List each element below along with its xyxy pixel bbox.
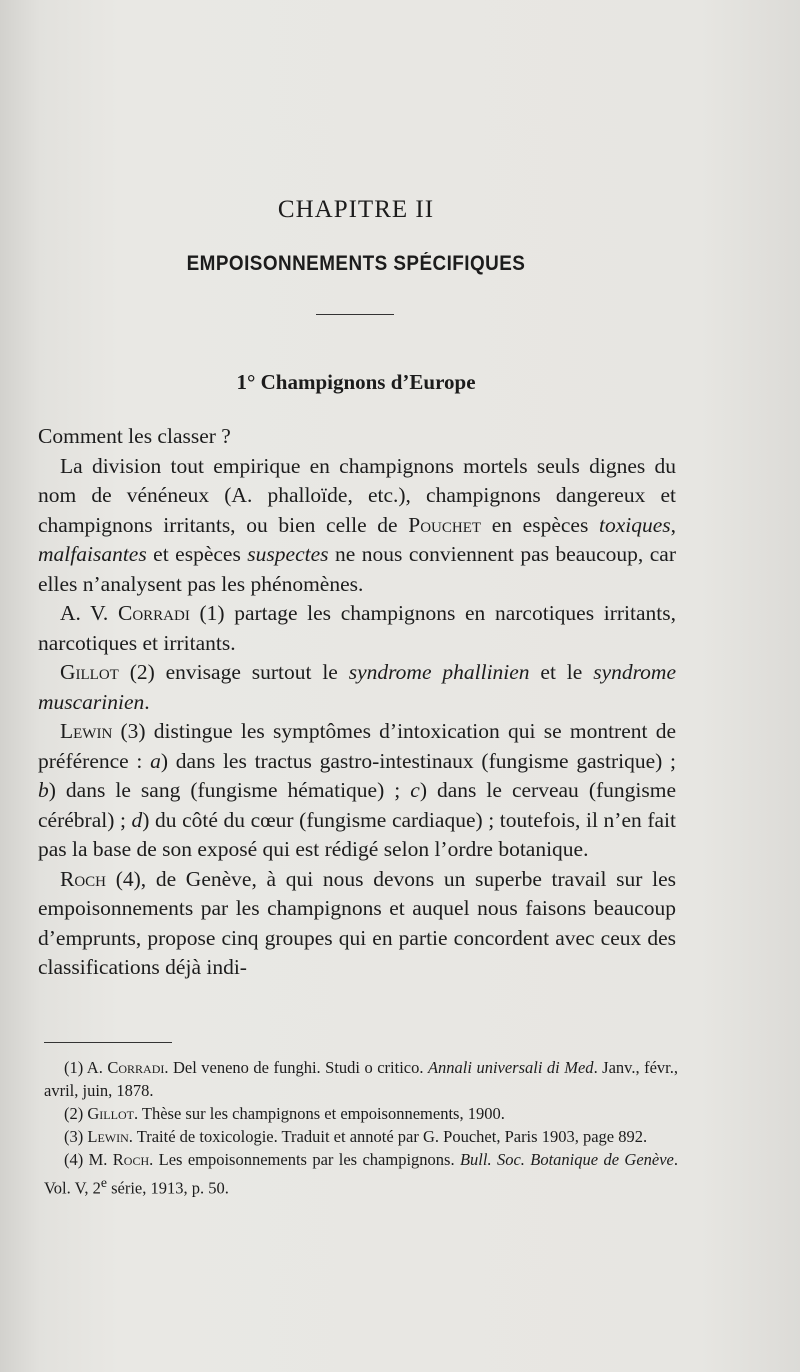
text-span: (2) <box>64 1104 88 1123</box>
author-name: Corradi <box>117 601 190 625</box>
text-span: . Thèse sur les champignons et empoisonnements, 1900. <box>133 1104 505 1123</box>
author-name: Gillot <box>60 660 119 684</box>
italic-term: b <box>38 778 49 802</box>
italic-term: suspectes <box>247 542 329 566</box>
footnote-divider <box>44 1042 172 1043</box>
text-span: (4) M. <box>64 1150 113 1169</box>
text-span: et espèces <box>146 542 248 566</box>
author-name: Roch <box>112 1150 150 1169</box>
footnotes <box>44 1056 678 1200</box>
title-divider <box>316 314 394 315</box>
footnote-1 <box>44 1056 678 1102</box>
paragraph-2 <box>38 452 676 600</box>
text-span: ) dans les tractus gastro-intestinaux (fungisme gastrique) ; <box>160 748 676 773</box>
text-span: (3) distingue les symptômes d’intoxication qui se montrent de préférence : <box>38 719 676 773</box>
footnote-3 <box>44 1125 678 1148</box>
italic-term: Bull. Soc. Botanique de Genève <box>459 1150 674 1169</box>
text-span: (1) A. <box>64 1058 108 1077</box>
author-name: Pouchet <box>408 512 482 537</box>
paragraph-4 <box>38 658 676 717</box>
subsection-title: 1° Champignons d’Europe <box>236 370 476 394</box>
text-span: ) du côté du cœur (fungisme cardiaque) ; toutefois, il n’en fait pas la base de son exposé qui est rédigé selon l’ordre botanique. <box>38 807 676 861</box>
paragraph-1: Comment les classer ? <box>38 424 231 448</box>
italic-term: malfaisantes <box>38 542 147 566</box>
text-span: . Les empoisonnements par les champignons. <box>149 1150 460 1169</box>
text-span: A. V. <box>60 601 118 625</box>
footnote-2 <box>44 1102 678 1125</box>
text-span: . Del veneno de funghi. Studi o critico. <box>164 1058 428 1077</box>
italic-term: a <box>150 748 161 773</box>
text-span: ne nous conviennent pas beaucoup, car elles n’analysent pas les phénomènes. <box>38 542 676 596</box>
author-name: Gillot <box>87 1104 134 1123</box>
footnote-4 <box>44 1148 678 1200</box>
paragraph-3 <box>38 599 676 658</box>
text-span: . Traité de toxicologie. Traduit et annoté par G. Pouchet, Paris 1903, page 892. <box>128 1127 648 1146</box>
text-span: La division tout empirique en champignons mortels seuls dignes du nom de vénéneux (A. phalloïde, etc.), champignons dangereux et champignons irritants, ou bien celle de <box>38 453 676 537</box>
author-name: Lewin <box>60 719 113 743</box>
text-span: ) dans le cerveau (fungisme cérébral) ; <box>38 778 676 832</box>
section-title: EMPOISONNEMENTS SPÉCIFIQUES <box>186 252 526 275</box>
author-name: Lewin <box>87 1127 129 1146</box>
text-span: . Vol. V, 2 <box>44 1150 678 1198</box>
text-span: (4), de Genève, à qui nous devons un superbe travail sur les empoisonnements par les champignons et auquel nous faisons beaucoup d’emprunts, propose cinq groupes qui en partie concordent avec ceux des classifications déjà indi- <box>38 866 676 979</box>
italic-term: c <box>410 778 420 802</box>
author-name: Roch <box>60 866 107 891</box>
body-text <box>38 422 676 983</box>
italic-term: syndrome muscarinien <box>38 660 677 714</box>
superscript: e <box>100 1175 107 1190</box>
italic-term: toxiques <box>598 512 671 537</box>
text-span: . <box>144 689 150 714</box>
author-name: Corradi <box>107 1058 165 1077</box>
text-span: (1) partage les champignons en narcotiques irritants, narcotiques et irritants. <box>38 601 676 655</box>
text-span: . Janv., févr., avril, juin, 1878. <box>44 1058 678 1100</box>
text-span: (3) <box>64 1127 88 1146</box>
text-span: et le <box>529 660 594 684</box>
italic-term: d <box>131 807 143 832</box>
text-span: série, 1913, p. 50. <box>106 1178 229 1198</box>
italic-term: syndrome phallinien <box>348 660 530 684</box>
text-span: ) dans le sang (fungisme hématique) ; <box>48 778 411 802</box>
text-span: en espèces <box>481 512 599 537</box>
paragraph-6 <box>38 865 676 983</box>
text-span: (2) envisage surtout le <box>118 660 349 684</box>
paragraph-5 <box>38 717 676 865</box>
chapter-heading: CHAPITRE II <box>277 196 435 223</box>
text-span: , <box>670 512 677 537</box>
italic-term: Annali universali di Med <box>427 1058 594 1077</box>
